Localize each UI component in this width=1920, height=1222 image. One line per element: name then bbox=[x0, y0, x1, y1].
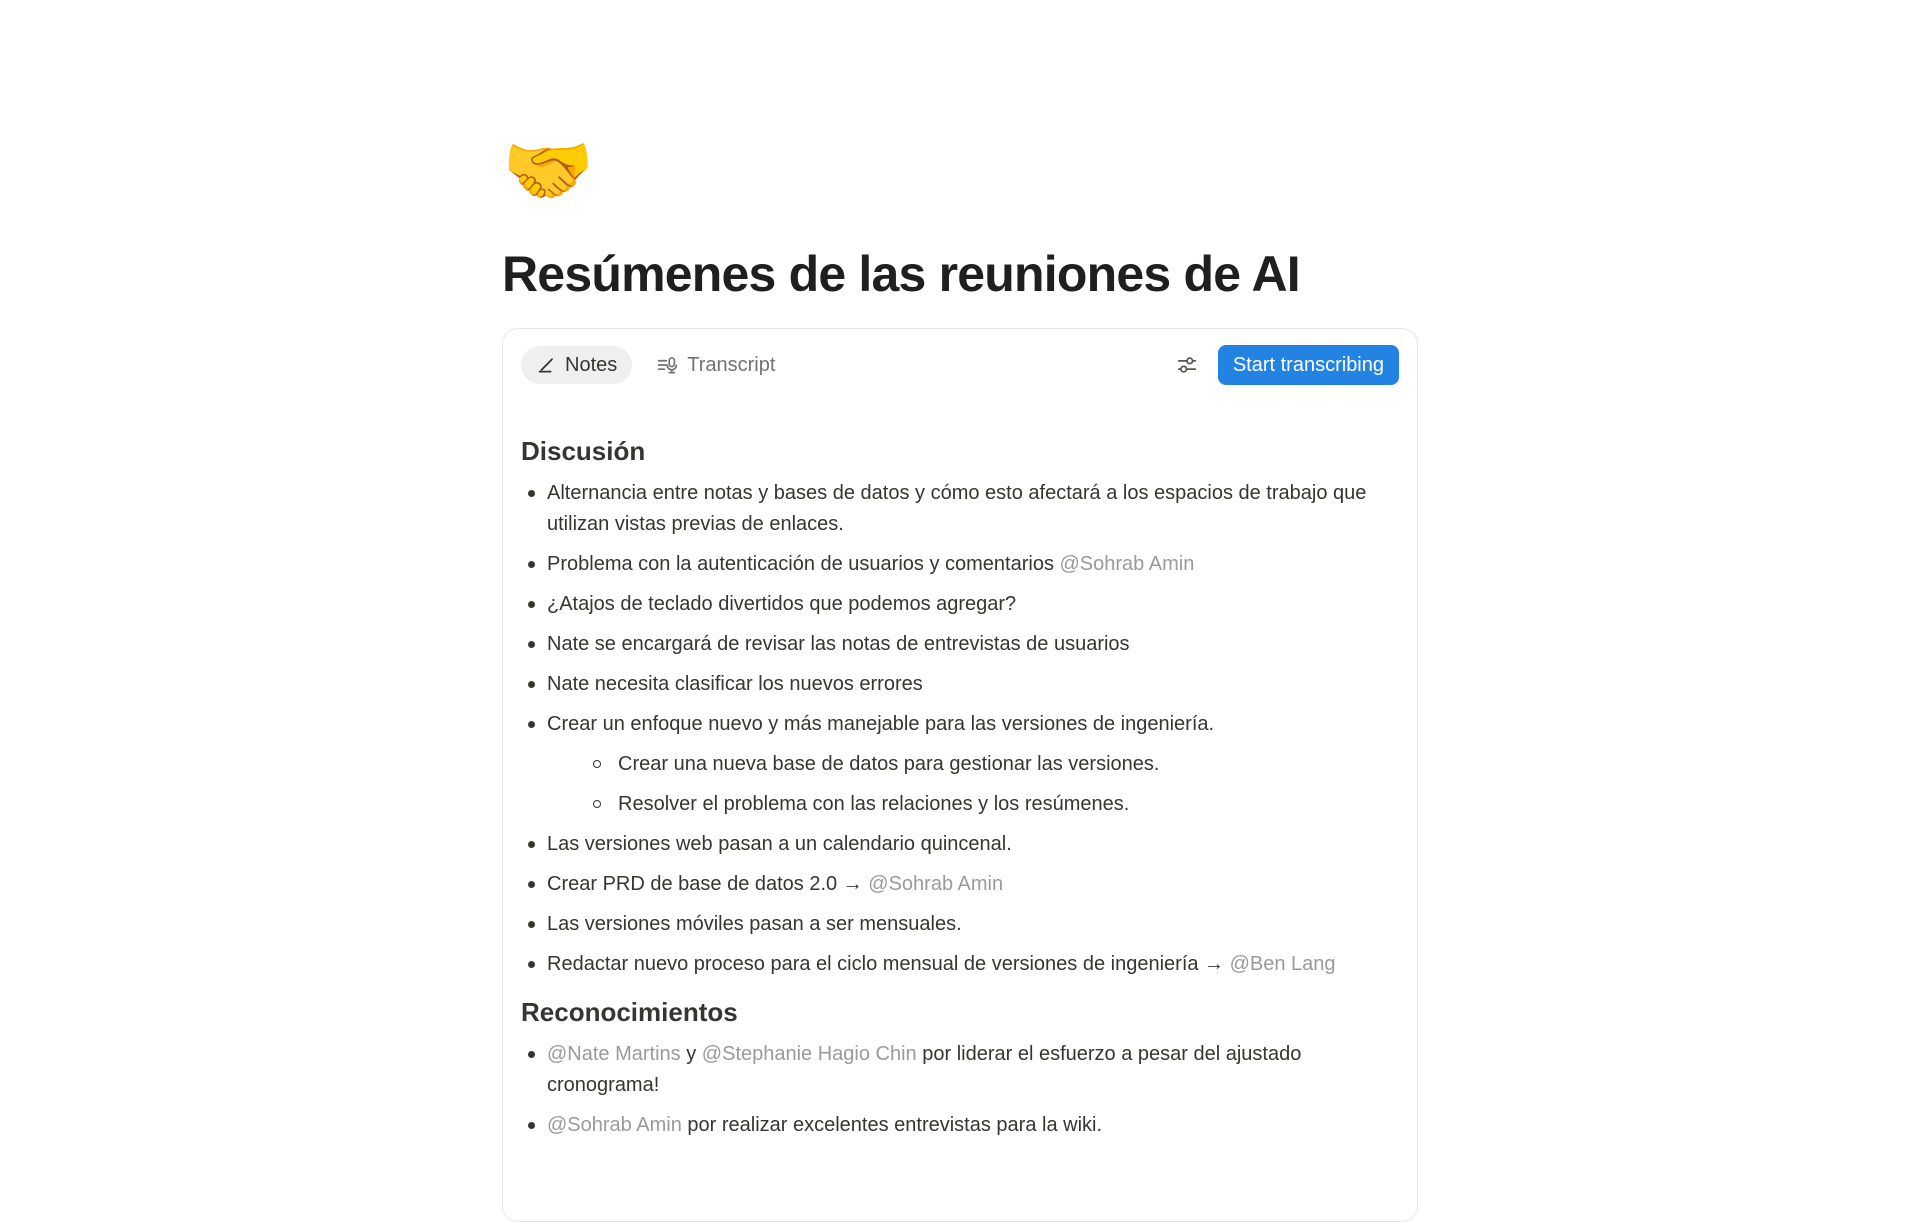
user-mention[interactable]: @Sohrab Amin bbox=[547, 1113, 682, 1136]
text-span: Las versiones móviles pasan a ser mensuales. bbox=[547, 912, 962, 935]
user-mention[interactable]: @Sohrab Amin bbox=[1059, 552, 1195, 575]
text-span: Alternancia entre notas y bases de datos y cómo esto afectará a los espacios de trabajo que utilizan vistas previas de enlaces. bbox=[547, 481, 1367, 535]
list-item[interactable] bbox=[521, 629, 1399, 660]
notes-content bbox=[521, 435, 1399, 1141]
notion-page bbox=[502, 0, 1418, 1222]
list-item[interactable] bbox=[521, 589, 1399, 620]
text-span: Crear una nueva base de datos para gestionar las versiones. bbox=[618, 752, 1160, 775]
user-mention[interactable]: @Nate Martins bbox=[547, 1042, 681, 1065]
text-span: Crear un enfoque nuevo y más manejable para las versiones de ingeniería. bbox=[547, 712, 1215, 735]
list-item[interactable] bbox=[521, 869, 1399, 900]
list-item[interactable] bbox=[521, 909, 1399, 940]
list-item[interactable] bbox=[521, 1110, 1399, 1141]
text-span: Nate se encargará de revisar las notas de entrevistas de usuarios bbox=[547, 632, 1130, 655]
list-item[interactable] bbox=[521, 709, 1399, 820]
tab-transcript-label: Transcript bbox=[687, 354, 776, 376]
tab-transcript[interactable] bbox=[642, 346, 790, 385]
text-span: Redactar nuevo proceso para el ciclo mensual de versiones de ingeniería → bbox=[547, 952, 1230, 975]
sub-bullet-list bbox=[586, 749, 1399, 820]
sliders-icon[interactable] bbox=[1172, 350, 1202, 380]
page-title[interactable]: Resúmenes de las reuniones de AI bbox=[502, 246, 1300, 302]
list-item[interactable] bbox=[586, 789, 1399, 820]
list-item[interactable] bbox=[521, 829, 1399, 860]
text-span: Resolver el problema con las relaciones y los resúmenes. bbox=[618, 792, 1130, 815]
list-item[interactable] bbox=[521, 949, 1399, 980]
text-span: Nate necesita clasificar los nuevos errores bbox=[547, 672, 923, 695]
text-span: por liderar el esfuerzo a pesar del ajustado cronograma! bbox=[547, 1042, 1302, 1096]
text-span: por realizar excelentes entrevistas para la wiki. bbox=[681, 1113, 1103, 1136]
text-span: Crear PRD de base de datos 2.0 → bbox=[547, 872, 869, 895]
user-mention[interactable]: @Ben Lang bbox=[1229, 952, 1336, 975]
bullet-list bbox=[521, 1039, 1399, 1141]
tab-notes-label: Notes bbox=[565, 354, 618, 376]
list-item[interactable] bbox=[521, 1039, 1399, 1101]
list-item[interactable] bbox=[521, 478, 1399, 540]
text-span: Las versiones web pasan a un calendario quincenal. bbox=[547, 832, 1012, 855]
text-span: y bbox=[680, 1042, 702, 1065]
handshake-emoji-page-icon[interactable]: 🤝 bbox=[502, 129, 595, 212]
list-item[interactable] bbox=[521, 549, 1399, 580]
section-heading[interactable]: Reconocimientos bbox=[521, 996, 738, 1027]
bullet-list bbox=[521, 478, 1399, 980]
toolbar-actions bbox=[1172, 345, 1399, 385]
text-span: Problema con la autenticación de usuarios y comentarios bbox=[547, 552, 1060, 575]
user-mention[interactable]: @Stephanie Hagio Chin bbox=[701, 1042, 917, 1065]
notes-toolbar bbox=[521, 345, 1399, 385]
meeting-notes-card bbox=[502, 328, 1418, 1222]
tab-notes[interactable] bbox=[521, 346, 632, 384]
pen-icon bbox=[536, 355, 556, 375]
toolbar-tabs bbox=[521, 346, 790, 385]
list-item[interactable] bbox=[586, 749, 1399, 780]
text-span: ¿Atajos de teclado divertidos que podemos agregar? bbox=[547, 592, 1017, 615]
list-item[interactable] bbox=[521, 669, 1399, 700]
start-transcribing-button[interactable]: Start transcribing bbox=[1218, 345, 1399, 385]
transcript-icon bbox=[657, 355, 678, 376]
user-mention[interactable]: @Sohrab Amin bbox=[868, 872, 1004, 895]
section-heading[interactable]: Discusión bbox=[521, 436, 646, 466]
